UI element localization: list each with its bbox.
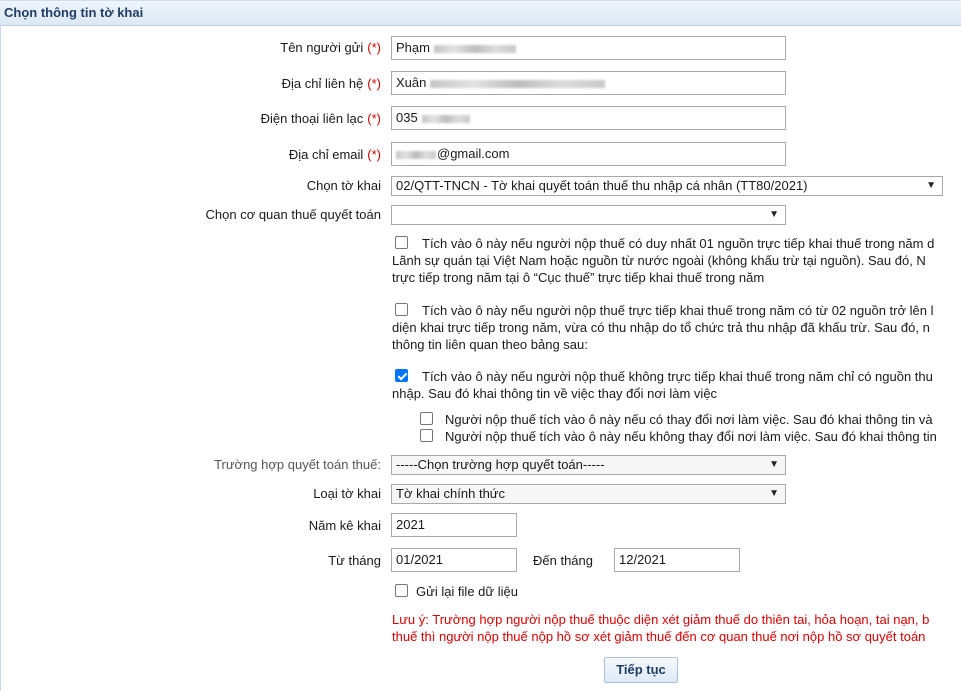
option-single-source-text: Tích vào ô này nếu người nộp thuế có duy nhất 01 nguồn trực tiếp khai thuế trong năm d Lãnh sự quán tại Việt Nam hoặc nguồn từ nước ngoài (không khấu trừ tại nguồn). Sau đó, N trực tiếp trong năm tại ô “Cục thuế” trực tiếp khai thuế trong năm [392,236,935,285]
email-input[interactable]: @gmail.com [391,142,786,166]
chevron-down-icon: ▼ [769,459,779,470]
required-mark: (*) [367,111,381,126]
sub-option-changed-workplace-checkbox[interactable] [420,412,433,425]
email-label: Địa chỉ email (*) [288,147,381,162]
panel-left-border [0,24,1,691]
chevron-down-icon: ▼ [926,180,936,191]
continue-button[interactable]: Tiếp tục [604,657,678,683]
from-month-label: Từ tháng [328,553,381,568]
required-mark: (*) [367,76,381,91]
redacted-text [396,151,436,159]
resend-file-checkbox[interactable] [395,584,408,597]
year-label: Năm kê khai [308,518,381,533]
declaration-form-select[interactable]: 02/QTT-TNCN - Tờ khai quyết toán thuế thu nhập cá nhân (TT80/2021) ▼ [391,176,943,196]
panel-title: Chọn thông tin tờ khai [4,5,144,20]
redacted-text [434,45,516,53]
from-month-input[interactable]: 01/2021 [391,548,517,572]
phone-input[interactable]: 035 [391,106,786,130]
address-input[interactable]: Xuân [391,71,786,95]
year-input[interactable]: 2021 [391,513,517,537]
chevron-down-icon: ▼ [769,209,779,220]
chevron-down-icon: ▼ [769,488,779,499]
declaration-form-label: Chọn tờ khai [306,178,381,193]
to-month-input[interactable]: 12/2021 [614,548,740,572]
sub-option-unchanged-workplace-text: Người nộp thuế tích vào ô này nếu không thay đổi nơi làm việc. Sau đó khai thông tin [445,429,937,444]
sub-option-changed-workplace-text: Người nộp thuế tích vào ô này nếu có thay đổi nơi làm việc. Sau đó khai thông tin và [445,412,933,427]
option-multiple-sources-text: Tích vào ô này nếu người nộp thuế trực tiếp khai thuế trong năm có từ 02 nguồn trở lên l diện khai trực tiếp trong năm, vừa có thu nhập do tổ chức trả thu nhập đã khấu trừ. Sau đó, n thông tin liên quan theo bảng sau: [392,303,934,352]
redacted-text [422,115,470,123]
resend-file-label: Gửi lại file dữ liệu [416,584,518,599]
option-not-direct-text: Tích vào ô này nếu người nộp thuế không trực tiếp khai thuế trong năm chỉ có nguồn thu nhập. Sau đó khai thông tin về việc thay đổi nơi làm việc [392,369,933,401]
sender-name-input[interactable]: Phạm [391,36,786,60]
required-mark: (*) [367,147,381,162]
declaration-type-label: Loại tờ khai [313,486,381,501]
required-mark: (*) [367,40,381,55]
redacted-text [430,80,605,88]
sender-name-label: Tên người gửi (*) [280,40,381,55]
panel-header [0,0,961,26]
warning-note: Lưu ý: Trường hợp người nộp thuế thuộc diện xét giảm thuế do thiên tai, hỏa hoạn, tai nạn, b thuế thì người nộp thuế nộp hồ sơ xét giảm thuế đến cơ quan thuế nơi nộp hồ sơ quyết toán [392,612,930,644]
sub-option-unchanged-workplace-checkbox[interactable] [420,429,433,442]
declaration-type-select[interactable]: Tờ khai chính thức ▼ [391,484,786,504]
settlement-case-select[interactable]: -----Chọn trường hợp quyết toán----- ▼ [391,455,786,475]
address-label: Địa chỉ liên hệ (*) [281,76,381,91]
tax-office-label: Chọn cơ quan thuế quyết toán [205,207,381,222]
to-month-label: Đến tháng [533,553,593,568]
tax-office-select[interactable] [391,205,786,225]
settlement-case-label: Trường hợp quyết toán thuế: [214,457,381,472]
phone-label: Điện thoại liên lạc (*) [260,111,381,126]
